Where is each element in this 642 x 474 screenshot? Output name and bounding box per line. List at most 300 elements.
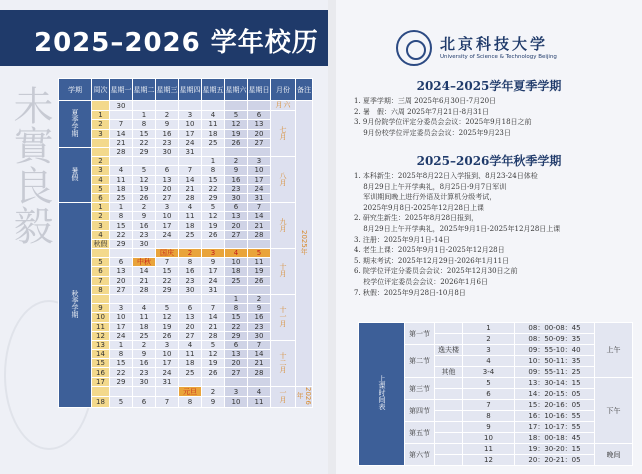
- day-cell: 15: [202, 175, 225, 184]
- week-number: [92, 101, 110, 111]
- day-cell: 20: [248, 129, 271, 138]
- day-cell: 8: [179, 258, 202, 267]
- day-cell: 2: [225, 157, 248, 166]
- day-cell: 11: [179, 350, 202, 359]
- day-cell: [179, 294, 202, 303]
- summer-note-line: 9月份校学位评定委员会会议：2025年9月23日: [354, 128, 511, 137]
- semester-label: 暑假: [59, 147, 92, 202]
- day-cell: 30: [156, 147, 179, 156]
- day-cell: 4: [225, 249, 248, 258]
- day-cell: 2: [202, 386, 225, 396]
- day-cell: 24: [179, 138, 202, 147]
- day-cell: 20: [225, 359, 248, 368]
- day-cell: 20: [225, 221, 248, 230]
- day-cell: 18: [202, 129, 225, 138]
- day-cell: 14: [110, 129, 133, 138]
- week-number: 8: [92, 285, 110, 294]
- calendar-row: [59, 294, 313, 303]
- day-cell: [110, 386, 133, 396]
- year-note: 2025年: [296, 101, 313, 387]
- section-label: 第六节: [405, 444, 435, 466]
- period-number: 5: [463, 378, 515, 389]
- day-cell: 5: [110, 397, 133, 407]
- calendar-header: 月份: [271, 79, 296, 101]
- day-cell: 26: [202, 230, 225, 239]
- day-cell: [248, 285, 271, 294]
- day-cell: 4: [110, 166, 133, 175]
- day-cell: 10: [248, 166, 271, 175]
- section-sublabel: [435, 411, 463, 422]
- period-number: 3: [463, 345, 515, 356]
- day-cell: 24: [248, 184, 271, 193]
- day-cell: 18: [133, 322, 156, 331]
- day-cell: 25: [225, 276, 248, 285]
- day-cell: 1: [133, 111, 156, 120]
- day-cell: 17: [110, 322, 133, 331]
- week-number: 12: [92, 331, 110, 340]
- day-cell: 20: [110, 276, 133, 285]
- day-cell: [179, 157, 202, 166]
- day-cell: 7: [156, 397, 179, 407]
- day-cell: 6: [133, 397, 156, 407]
- day-cell: 16: [248, 313, 271, 322]
- day-cell: 26: [225, 138, 248, 147]
- week-number: 2: [92, 157, 110, 166]
- day-cell: 23: [248, 322, 271, 331]
- day-cell: 10: [110, 313, 133, 322]
- year-note: 2026年: [296, 386, 313, 407]
- period-time: 15：20-16：05: [515, 400, 595, 411]
- title-bar: [0, 10, 328, 66]
- day-cell: 29: [110, 377, 133, 386]
- day-cell: 18: [110, 184, 133, 193]
- section-sublabel: [435, 356, 463, 367]
- week-number: 13: [92, 340, 110, 349]
- day-cell: [202, 239, 225, 248]
- day-cell: [202, 377, 225, 386]
- day-cell: 27: [248, 138, 271, 147]
- section-sublabel: [435, 422, 463, 433]
- day-cell: 6: [156, 166, 179, 175]
- day-cell: [202, 147, 225, 156]
- period-number: 7: [463, 400, 515, 411]
- summer-note-line: 1. 夏季学期：三周 2025年6月30日-7月20日: [354, 97, 497, 105]
- day-cell: 3: [110, 304, 133, 313]
- day-cell: [133, 157, 156, 166]
- calligraphy-motto: 未實良毅: [7, 85, 53, 245]
- autumn-note-line: 7. 秋假：2025年9月28日-10月8日: [354, 288, 466, 297]
- day-cell: [156, 386, 179, 396]
- day-cell: 23: [225, 184, 248, 193]
- day-cell: 3: [156, 340, 179, 349]
- week-number: 5: [92, 184, 110, 193]
- period-time: 08：50-09：35: [515, 334, 595, 345]
- month-label: 十二月: [271, 340, 296, 386]
- week-number: [92, 386, 110, 396]
- day-cell: 3: [248, 157, 271, 166]
- week-number: [92, 294, 110, 303]
- month-label: 八月: [271, 157, 296, 203]
- academic-calendar-table: [58, 78, 313, 408]
- month-label: 六月: [271, 101, 296, 111]
- day-cell: 22: [133, 138, 156, 147]
- section-sublabel: [435, 433, 463, 444]
- summer-term-title: 2024–2025学年夏季学期: [416, 79, 562, 93]
- day-cell: 8: [110, 350, 133, 359]
- month-label: 九月: [271, 203, 296, 249]
- period-time: 16：10-16：55: [515, 411, 595, 422]
- day-cell: 15: [156, 267, 179, 276]
- calendar-header: 学期: [59, 79, 92, 101]
- summer-note-line: 3. 9月份院学位评定分委员会会议：2025年9月18日之前: [354, 118, 532, 127]
- day-cell: 1: [202, 157, 225, 166]
- section-sublabel: [435, 455, 463, 466]
- day-cell: 31: [156, 377, 179, 386]
- week-number: 16: [92, 368, 110, 377]
- period-number: 11: [463, 444, 515, 455]
- day-cell: 27: [179, 331, 202, 340]
- day-cell: 7: [202, 304, 225, 313]
- day-cell: 6: [225, 340, 248, 349]
- calendar-header: 星期四: [179, 79, 202, 101]
- autumn-note-line: 5. 期末考试：2025年12月29日-2026年1月11日: [354, 256, 510, 265]
- month-label: 十一月: [271, 294, 296, 340]
- day-cell: 12: [156, 313, 179, 322]
- day-cell: 5: [248, 249, 271, 258]
- section-sublabel: [435, 378, 463, 389]
- week-number: 14: [92, 350, 110, 359]
- week-number: 10: [92, 313, 110, 322]
- university-logo-icon: [396, 30, 432, 66]
- day-cell: 4: [179, 340, 202, 349]
- week-number: 2: [92, 212, 110, 221]
- page-title: 2025–2026 学年校历: [34, 28, 319, 58]
- day-cell: 6: [248, 111, 271, 120]
- day-cell: 14: [133, 267, 156, 276]
- day-cell: 13: [179, 313, 202, 322]
- month-label: 七月: [271, 111, 296, 157]
- day-cell: 6: [110, 258, 133, 267]
- day-cell: 15: [110, 359, 133, 368]
- section-label: 第三节: [405, 378, 435, 400]
- day-cell: 13: [110, 267, 133, 276]
- period-time: 18：00-18：45: [515, 433, 595, 444]
- day-cell: [156, 294, 179, 303]
- day-cell: 13: [225, 350, 248, 359]
- day-cell: 26: [133, 193, 156, 202]
- day-cell: [110, 249, 133, 258]
- day-cell: 12: [202, 350, 225, 359]
- section-sublabel: 逸夫楼: [435, 345, 463, 356]
- day-cell: 1: [225, 294, 248, 303]
- period-number: 8: [463, 411, 515, 422]
- day-cell: [248, 147, 271, 156]
- period-number: 6: [463, 389, 515, 400]
- calendar-row: [59, 340, 313, 349]
- section-sublabel: [435, 334, 463, 345]
- day-cell: 9: [202, 397, 225, 407]
- day-cell: 29: [202, 193, 225, 202]
- day-cell: 19: [248, 267, 271, 276]
- autumn-term-title: 2025–2026学年秋季学期: [416, 154, 562, 168]
- day-cell: 国庆: [156, 249, 179, 258]
- day-cell: 5: [202, 203, 225, 212]
- calendar-header: 备注: [296, 79, 313, 101]
- day-cell: [110, 157, 133, 166]
- day-cell: 14: [202, 313, 225, 322]
- schedule-side-label: 上课时间表: [359, 323, 405, 466]
- day-cell: 12: [225, 120, 248, 129]
- day-cell: 25: [110, 193, 133, 202]
- day-cell: 17: [248, 175, 271, 184]
- day-cell: [248, 239, 271, 248]
- day-cell: 25: [133, 331, 156, 340]
- day-cell: 12: [202, 212, 225, 221]
- week-number: 秋假: [93, 239, 108, 248]
- section-label: 第四节: [405, 400, 435, 422]
- week-number: 2: [92, 120, 110, 129]
- day-cell: 8: [202, 166, 225, 175]
- day-cell: 3: [225, 386, 248, 396]
- day-cell: 11: [202, 120, 225, 129]
- day-cell: 28: [248, 368, 271, 377]
- day-cell: 13: [248, 120, 271, 129]
- day-cell: 21: [248, 221, 271, 230]
- calendar-header: 星期三: [156, 79, 179, 101]
- day-cell: 24: [202, 276, 225, 285]
- day-cell: 17: [179, 129, 202, 138]
- day-cell: 11: [110, 175, 133, 184]
- day-cell: 9: [248, 304, 271, 313]
- period-time: 19：30-20：15: [515, 444, 595, 455]
- day-cell: 元旦: [179, 386, 202, 396]
- period-number: 4: [463, 356, 515, 367]
- day-cell: 28: [202, 331, 225, 340]
- day-cell: 30: [248, 331, 271, 340]
- day-cell: [225, 377, 248, 386]
- day-cell: 22: [110, 230, 133, 239]
- day-cell: 14: [248, 212, 271, 221]
- day-cell: 28: [248, 230, 271, 239]
- day-part-label: 上午: [595, 323, 633, 378]
- week-number: 15: [92, 359, 110, 368]
- day-cell: [179, 239, 202, 248]
- day-cell: 中秋: [133, 258, 156, 267]
- day-cell: 31: [248, 193, 271, 202]
- day-cell: 11: [248, 397, 271, 407]
- calendar-header: 星期日: [248, 79, 271, 101]
- day-cell: 8: [225, 304, 248, 313]
- period-number: 12: [463, 455, 515, 466]
- day-cell: 20: [156, 184, 179, 193]
- section-label: 第一节: [405, 323, 435, 345]
- period-number: 1: [463, 323, 515, 334]
- day-part-label: 下午: [595, 378, 633, 444]
- university-name: 北京科技大学: [440, 35, 549, 53]
- day-cell: [225, 101, 248, 111]
- autumn-note-line: 校学位评定委员会会议：2026年1月6日: [354, 277, 488, 286]
- day-cell: 5: [133, 166, 156, 175]
- day-cell: 27: [110, 285, 133, 294]
- week-number: 17: [92, 377, 110, 386]
- week-number: 7: [92, 276, 110, 285]
- day-cell: 3: [179, 111, 202, 120]
- day-cell: 7: [110, 120, 133, 129]
- day-cell: 19: [156, 322, 179, 331]
- day-cell: 15: [225, 313, 248, 322]
- day-cell: 9: [225, 166, 248, 175]
- day-cell: 19: [225, 129, 248, 138]
- day-cell: 10: [225, 258, 248, 267]
- day-cell: 10: [156, 350, 179, 359]
- day-cell: 3: [202, 249, 225, 258]
- autumn-note-line: 8月29日上午开学典礼，2025年9月1日-2025年12月28日上课: [354, 224, 561, 233]
- day-cell: 2: [133, 203, 156, 212]
- week-number: 11: [92, 322, 110, 331]
- period-time: 09：55-11：25: [515, 367, 595, 378]
- section-sublabel: [435, 400, 463, 411]
- day-cell: 29: [110, 239, 133, 248]
- section-label: 第五节: [405, 422, 435, 444]
- day-cell: 2: [179, 249, 202, 258]
- day-cell: 9: [202, 258, 225, 267]
- day-cell: [133, 249, 156, 258]
- day-cell: 29: [225, 331, 248, 340]
- day-cell: 9: [133, 212, 156, 221]
- day-cell: [179, 101, 202, 111]
- day-cell: 28: [179, 193, 202, 202]
- day-cell: 22: [156, 276, 179, 285]
- day-cell: 1: [110, 203, 133, 212]
- day-cell: 22: [225, 322, 248, 331]
- day-cell: [110, 294, 133, 303]
- day-cell: 7: [248, 203, 271, 212]
- section-sublabel: [435, 323, 463, 334]
- calendar-row: [59, 157, 313, 166]
- week-number: 5: [92, 258, 110, 267]
- day-cell: 7: [179, 166, 202, 175]
- day-cell: 25: [202, 138, 225, 147]
- day-cell: 18: [179, 359, 202, 368]
- day-cell: 5: [225, 111, 248, 120]
- day-cell: 16: [133, 359, 156, 368]
- day-cell: 21: [133, 276, 156, 285]
- section-sublabel: [435, 389, 463, 400]
- day-cell: 2: [248, 294, 271, 303]
- day-cell: [225, 147, 248, 156]
- day-cell: 24: [110, 331, 133, 340]
- day-cell: 4: [179, 203, 202, 212]
- university-name-en: University of Science & Technology Beijing: [440, 54, 557, 60]
- day-cell: 8: [110, 212, 133, 221]
- autumn-note-line: 军训期间晚上进行外语及计算机分级考试，: [354, 193, 497, 202]
- day-cell: 27: [225, 368, 248, 377]
- day-cell: 10: [156, 212, 179, 221]
- day-cell: 15: [110, 221, 133, 230]
- autumn-note-line: 6. 院学位评定分委员会会议：2025年12月30日之前: [354, 267, 518, 276]
- autumn-note-line: 2. 研究生新生：2025年8月28日报到，: [354, 214, 479, 223]
- day-cell: 5: [202, 340, 225, 349]
- day-cell: 30: [110, 101, 133, 111]
- period-number: 3-4: [463, 367, 515, 378]
- week-number: 6: [92, 193, 110, 202]
- week-number: 4: [92, 175, 110, 184]
- day-cell: [156, 239, 179, 248]
- day-cell: 2: [156, 111, 179, 120]
- day-cell: 24: [156, 368, 179, 377]
- day-cell: 25: [179, 368, 202, 377]
- section-sublabel: 其他: [435, 367, 463, 378]
- day-cell: 7: [248, 340, 271, 349]
- day-cell: 19: [133, 184, 156, 193]
- section-sublabel: [435, 444, 463, 455]
- autumn-term-notes: [354, 171, 639, 298]
- day-cell: 27: [225, 230, 248, 239]
- day-part-label: 晚间: [595, 444, 633, 466]
- period-number: 10: [463, 433, 515, 444]
- day-cell: 8: [179, 397, 202, 407]
- day-cell: 1: [110, 340, 133, 349]
- day-cell: 10: [179, 120, 202, 129]
- day-cell: 19: [202, 359, 225, 368]
- day-cell: 7: [156, 258, 179, 267]
- day-cell: [202, 294, 225, 303]
- day-cell: 28: [110, 147, 133, 156]
- day-cell: 16: [133, 221, 156, 230]
- day-cell: [156, 157, 179, 166]
- week-number: 18: [92, 397, 110, 407]
- day-cell: 6: [179, 304, 202, 313]
- day-cell: 14: [248, 350, 271, 359]
- day-cell: 31: [179, 147, 202, 156]
- day-cell: 23: [133, 230, 156, 239]
- week-number: 3: [92, 129, 110, 138]
- day-cell: 26: [248, 276, 271, 285]
- day-cell: [133, 101, 156, 111]
- summer-term-notes: [354, 96, 639, 138]
- week-number: 3: [92, 166, 110, 175]
- week-number: [92, 249, 110, 258]
- day-cell: 12: [133, 175, 156, 184]
- day-cell: 22: [110, 368, 133, 377]
- day-cell: 13: [225, 212, 248, 221]
- day-cell: [133, 294, 156, 303]
- day-cell: [133, 386, 156, 396]
- day-cell: 31: [202, 285, 225, 294]
- day-cell: [225, 239, 248, 248]
- autumn-note-line: 4. 老生上课：2025年9月1日-2025年12月28日: [354, 246, 505, 255]
- day-cell: 30: [133, 377, 156, 386]
- period-number: 9: [463, 422, 515, 433]
- summer-note-line: 2. 暑 假：六周 2025年7月21日-8月31日: [354, 107, 490, 116]
- day-cell: 18: [179, 221, 202, 230]
- day-cell: 8: [133, 120, 156, 129]
- day-cell: 14: [179, 175, 202, 184]
- period-time: 08：00-08：45: [515, 323, 595, 334]
- day-cell: 20: [179, 322, 202, 331]
- period-number: 2: [463, 334, 515, 345]
- day-cell: 5: [156, 304, 179, 313]
- week-number: [92, 138, 110, 147]
- day-cell: 13: [156, 175, 179, 184]
- day-cell: 27: [156, 193, 179, 202]
- day-cell: 11: [133, 313, 156, 322]
- day-cell: 21: [110, 138, 133, 147]
- day-cell: 26: [202, 368, 225, 377]
- week-number: 4: [92, 230, 110, 239]
- day-cell: 15: [133, 129, 156, 138]
- semester-label: 秋季学期: [59, 203, 92, 408]
